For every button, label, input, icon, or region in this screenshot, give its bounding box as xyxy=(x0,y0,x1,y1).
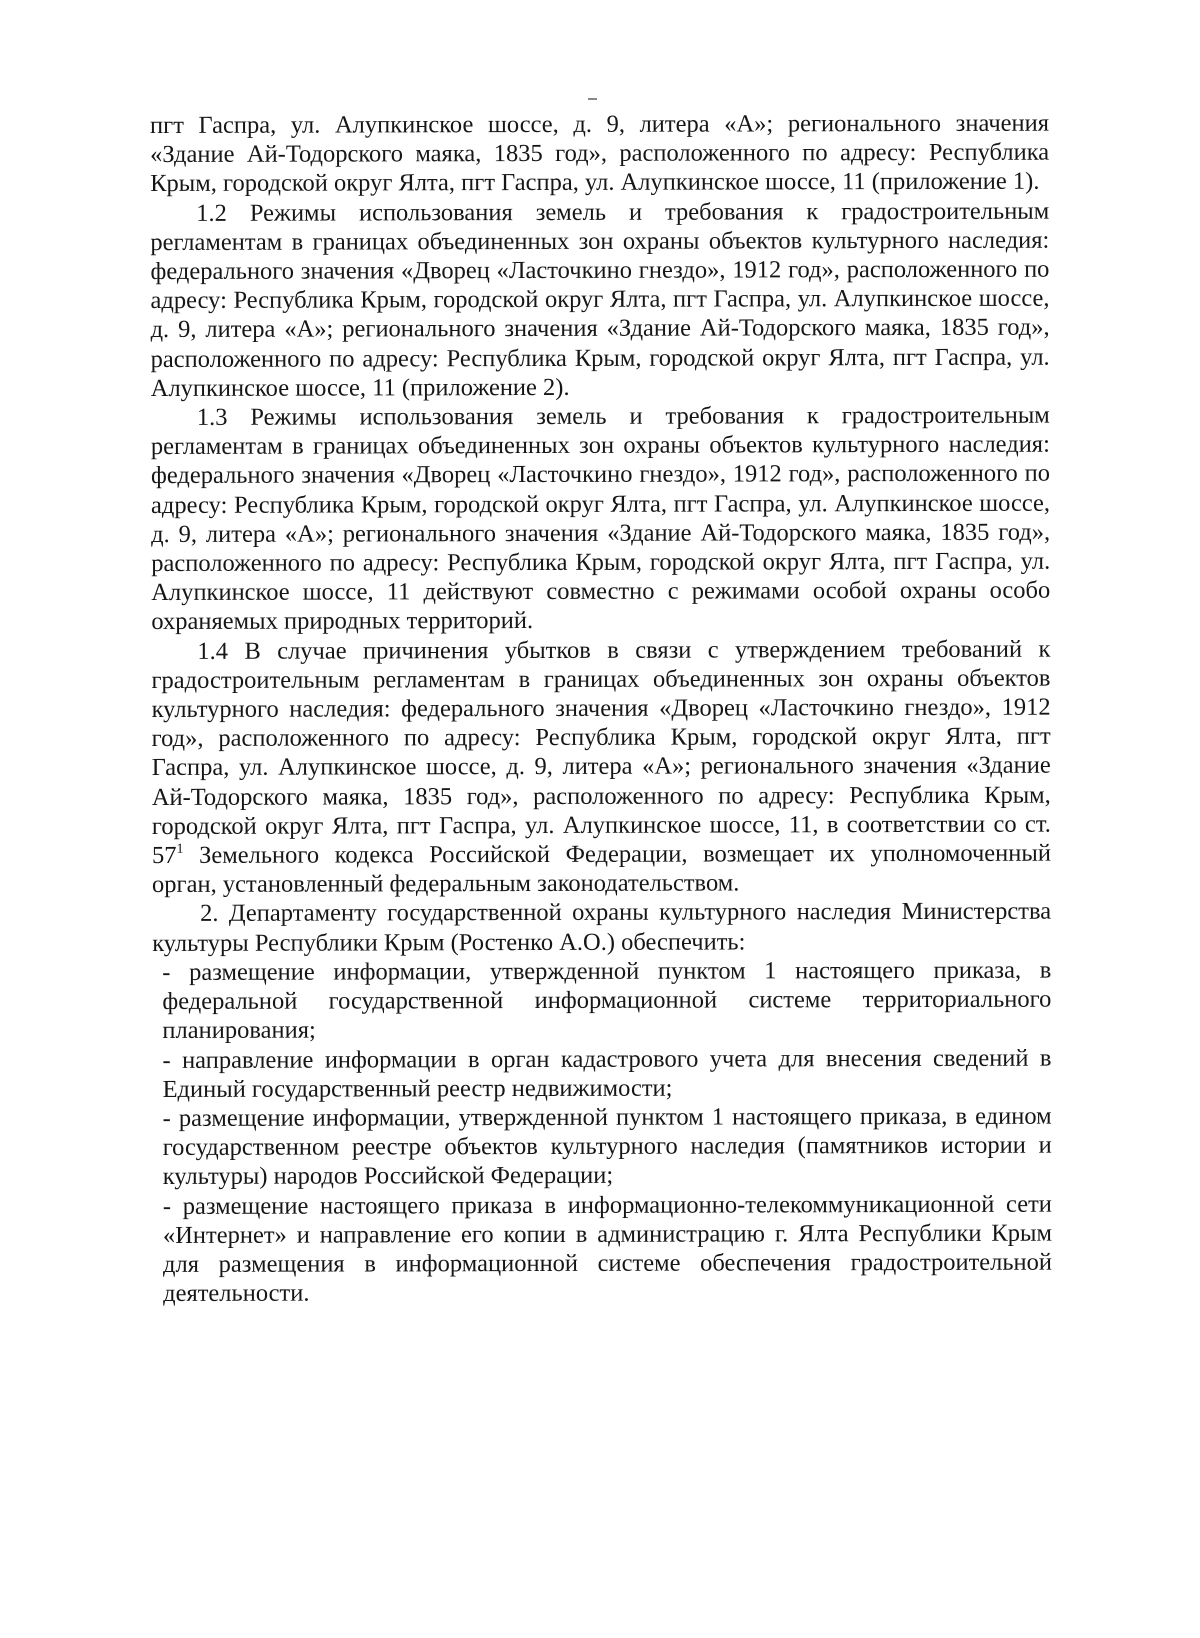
bullet-item: - размещение информации, утвержденной пунктом 1 настоящего приказа, в едином государственном реестре объектов культурного наследия (памятников истории и культуры) народов Российской Федерации; xyxy=(162,1102,1052,1191)
article-superscript: 1 xyxy=(176,841,184,858)
paragraph-2: 2. Департаменту государственной охраны культурного наследия Министерства культуры Республики Крым (Ростенко А.О.) обеспечить: xyxy=(152,898,1052,957)
paragraph-1-4 xyxy=(151,634,1051,899)
paragraph-1-4-text-a: 1.4 В случае причинения убытков в связи с утверждением требований к градостроительным регламентам в границах объединенных зон охраны объектов культурного наследия: федерального значения «Дворец «Ласточкино гнездо», 1912 год», расположенного по адресу: Республика Крым, городской округ Ялта, пгт Гаспра, ул. Алупкинское шоссе, д. 9, литера «А»; регионального значения «Здание Ай-Тодорского маяка, 1835 год», расположенного по адресу: Республика Крым, городской округ Ялта, пгт Гаспра, ул. Алупкинское шоссе, 11, в соответствии со ст. 57 xyxy=(151,635,1051,870)
document-body xyxy=(150,109,1052,1309)
paragraph-1-4-text-b: Земельного кодекса Российской Федерации, возмещает их уполномоченный орган, установленный федеральным законодательством. xyxy=(151,839,1051,899)
bullet-item: - направление информации в орган кадастрового учета для внесения сведений в Единый государственный реестр недвижимости; xyxy=(162,1044,1052,1103)
bullet-item: - размещение информации, утвержденной пунктом 1 настоящего приказа, в федеральной государственной информационной системе территориального планирования; xyxy=(162,956,1052,1045)
page-top-mark xyxy=(588,98,597,100)
paragraph-1-2: 1.2 Режимы использования земель и требования к градостроительным регламентам в границах объединенных зон охраны объектов культурного наследия: федерального значения «Дворец «Ласточкино гнездо», 1912 год», расположенного по адресу: Республика Крым, городской округ Ялта, пгт Гаспра, ул. Алупкинское шоссе, д. 9, литера «А»; регионального значения «Здание Ай-Тодорского маяка, 1835 год», расположенного по адресу: Республика Крым, городской округ Ялта, пгт Гаспра, ул. Алупкинское шоссе, 11 (приложение 2). xyxy=(150,197,1050,402)
paragraph-1-1-continuation: пгт Гаспра, ул. Алупкинское шоссе, д. 9, литера «А»; регионального значения «Здание Ай-Тодорского маяка, 1835 год», расположенного по адресу: Республика Крым, городской округ Ялта, пгт Гаспра, ул. Алупкинское шоссе, 11 (приложение 1). xyxy=(150,109,1050,198)
bullet-item: - размещение настоящего приказа в информационно-телекоммуникационной сети «Интернет» и направление его копии в администрацию г. Ялта Республики Крым для размещения в информационной системе обеспечения градостроительной деятельности. xyxy=(162,1190,1053,1308)
paragraph-1-3: 1.3 Режимы использования земель и требования к градостроительным регламентам в границах объединенных зон охраны объектов культурного наследия: федерального значения «Дворец «Ласточкино гнездо», 1912 год», расположенного по адресу: Республика Крым, городской округ Ялта, пгт Гаспра, ул. Алупкинское шоссе, д. 9, литера «А»; регионального значения «Здание Ай-Тодорского маяка, 1835 год», расположенного по адресу: Республика Крым, городской округ Ялта, пгт Гаспра, ул. Алупкинское шоссе, 11 действуют совместно с режимами особой охраны особо охраняемых природных территорий. xyxy=(150,401,1051,636)
bullet-list xyxy=(152,956,1052,1309)
